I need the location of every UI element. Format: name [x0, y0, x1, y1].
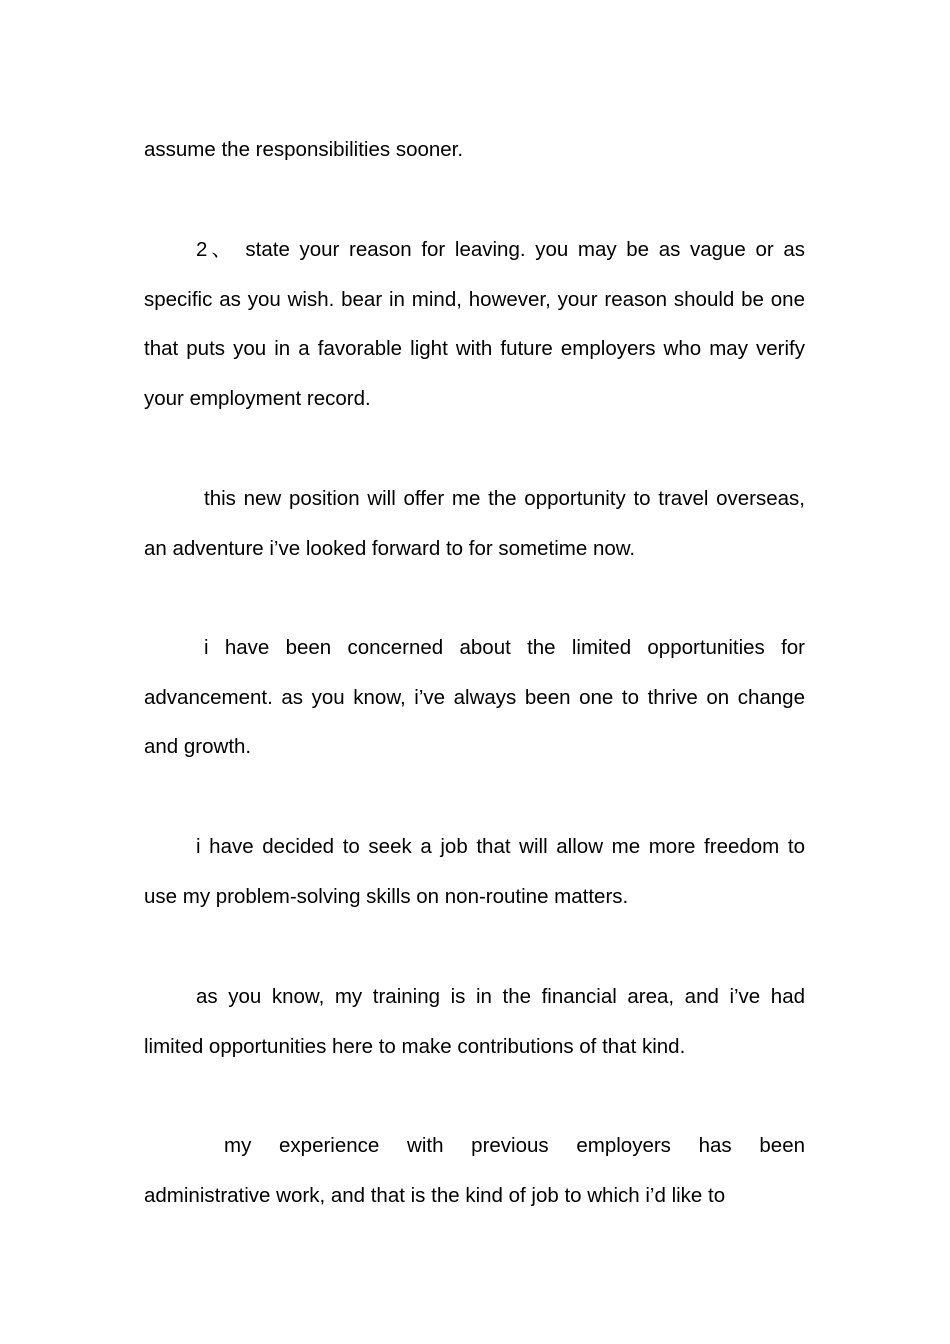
paragraph-continuation: assume the responsibilities sooner.	[144, 138, 464, 161]
paragraph-more-freedom: i have decided to seek a job that will allow me more freedom to use my problem-solving skills on non-routine matters.	[144, 835, 805, 908]
paragraph-reason-for-leaving: 2、 state your reason for leaving. you may be as vague or as specific as you wish. bear in mind, however, your reason should be one that puts you in a favorable light with future employers who may verify your employment record.	[144, 238, 805, 411]
paragraph-administrative-work: my experience with previous employers has been administrative work, and that is the kind of job to which i’d like to	[144, 1134, 805, 1207]
paragraph-limited-advancement: i have been concerned about the limited opportunities for advancement. as you know, i’ve always been one to thrive on change and growth.	[144, 636, 805, 759]
paragraph-travel-overseas: this new position will offer me the opportunity to travel overseas, an adventure i’ve looked forward to for sometime now.	[144, 487, 805, 560]
paragraph-financial-training: as you know, my training is in the financial area, and i’ve had limited opportunities here to make contributions of that kind.	[144, 985, 805, 1058]
